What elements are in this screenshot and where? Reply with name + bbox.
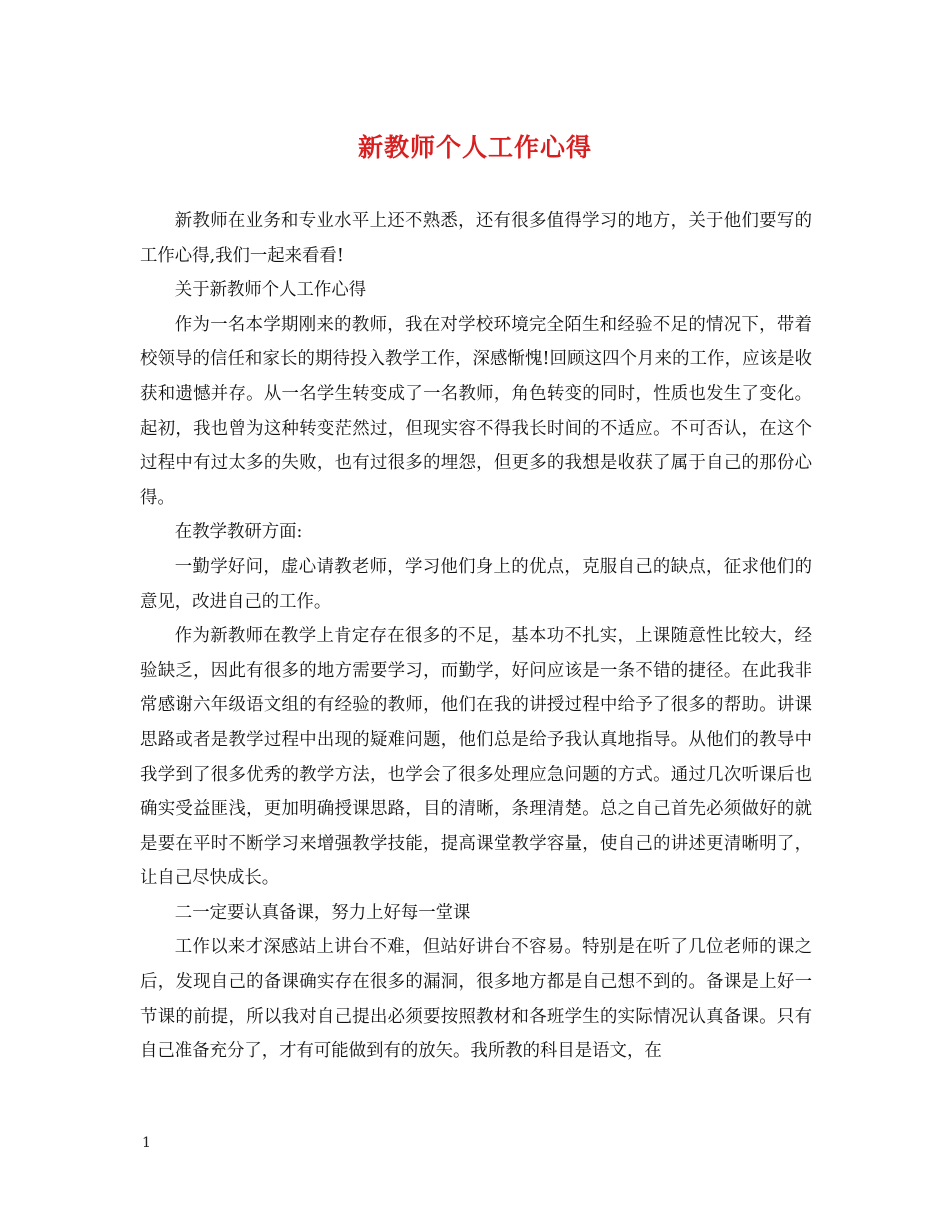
paragraph-learning: 作为新教师在教学上肯定存在很多的不足，基本功不扎实，上课随意性比较大，经验缺乏，因此有很多的地方需要学习，而勤学，好问应该是一条不错的捷径。在此我非常感谢六年级语文组的有经验的教师，他们在我的讲授过程中给予了很多的帮助。讲课思路或者是教学过程中出现的疑难问题，他们总是给予我认真地指导。从他们的教导中我学到了很多优秀的教学方法，也学会了很多处理应急问题的方式。通过几次听课后也确实受益匪浅，更加明确授课思路，目的清晰，条理清楚。总之自己首先必须做好的就是要在平时不断学习来增强教学技能，提高课堂教学容量，使自己的讲述更清晰明了，让自己尽快成长。 (140, 626, 812, 889)
document-title: 新教师个人工作心得 (357, 133, 592, 162)
paragraph-point-one: 一勤学好问，虚心请教老师，学习他们身上的优点，克服自己的缺点，征求他们的意见，改进自己的工作。 (140, 556, 812, 612)
paragraph-point-two: 二一定要认真备课，努力上好每一堂课 (174, 902, 471, 923)
paragraph-intro: 新教师在业务和专业水平上还不熟悉，还有很多值得学习的地方，关于他们要写的工作心得,我们一起来看看! (140, 211, 812, 266)
paragraph-lesson-prep: 工作以来才深感站上讲台不难，但站好讲台不容易。特别是在听了几位老师的课之后，发现自己的备课确实存在很多的漏洞，很多地方都是自己想不到的。备课是上好一节课的前提，所以我对自己提出必须要按照教材和各班学生的实际情况认真备课。只有自己准备充分了，才有可能做到有的放矢。我所教的科目是语文，在 (140, 937, 812, 1062)
paragraph-section-heading: 在教学教研方面: (174, 522, 303, 543)
page-number: 1 (142, 1135, 151, 1151)
document-body (140, 204, 812, 1069)
paragraph-subtitle: 关于新教师个人工作心得 (174, 280, 367, 301)
paragraph-reflection: 作为一名本学期刚来的教师，我在对学校环境完全陌生和经验不足的情况下，带着校领导的信任和家长的期待投入教学工作，深感惭愧!回顾这四个月来的工作，应该是收获和遗憾并存。从一名学生转变成了一名教师，角色转变的同时，性质也发生了变化。起初，我也曾为这种转变茫然过，但现实容不得我长时间的不适应。不可否认，在这个过程中有过太多的失败，也有过很多的埋怨，但更多的我想是收获了属于自己的那份心得。 (140, 314, 812, 508)
